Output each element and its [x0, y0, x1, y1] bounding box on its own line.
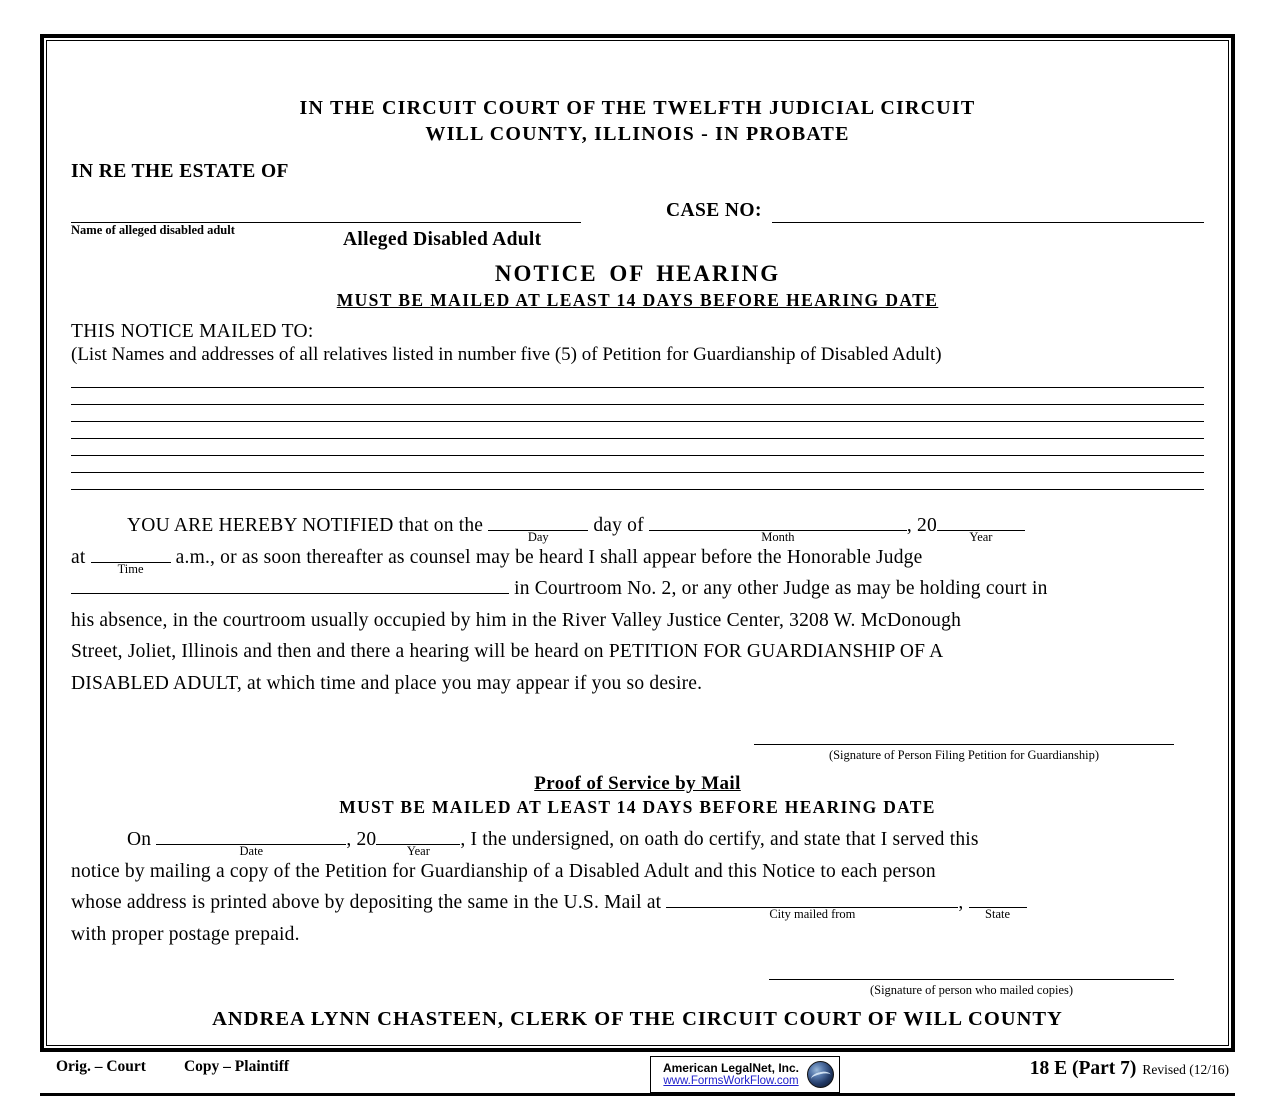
court-header-line2: WILL COUNTY, ILLINOIS - IN PROBATE — [425, 123, 850, 145]
notified-line-2 — [71, 542, 1204, 574]
form-revised-date: Revised (12/16) — [1142, 1062, 1229, 1077]
text-run: a.m., or as soon thereafter as counsel may be heard I shall appear before the Honorable Judge — [175, 546, 923, 568]
text-run: whose address is printed above by depositing the same in the U.S. Mail at — [71, 892, 662, 913]
address-line-4[interactable] — [71, 422, 1204, 439]
text-run: , 20 — [906, 515, 937, 536]
name-blank[interactable] — [71, 199, 581, 223]
city-mailed-from-label: City mailed from — [769, 907, 856, 921]
text-run: YOU ARE HEREBY NOTIFIED that on the — [127, 515, 484, 536]
text-run: On — [127, 829, 152, 850]
form-body — [46, 40, 1229, 1046]
state-blank[interactable] — [969, 889, 1027, 921]
petitioner-signature-blank[interactable] — [754, 725, 1174, 745]
mailer-signature-caption: (Signature of person who mailed copies) — [869, 983, 1074, 997]
court-header-line1: IN THE CIRCUIT COURT OF THE TWELFTH JUDICIAL CIRCUIT — [299, 97, 976, 119]
state-label: State — [985, 907, 1011, 921]
petitioner-signature-block — [754, 725, 1174, 763]
mailer-signature-block — [769, 960, 1174, 998]
petitioner-signature-caption: (Signature of Person Filing Petition for Guardianship) — [828, 748, 1100, 762]
year-label: Year — [969, 530, 993, 544]
month-label: Month — [761, 530, 795, 544]
distribution-note — [56, 1058, 327, 1076]
case-number-blank[interactable] — [772, 199, 1204, 223]
notified-paragraph — [71, 510, 1204, 699]
proof-line-3 — [71, 887, 1204, 919]
notice-title: NOTICE OF HEARING — [494, 261, 781, 286]
bottom-rule — [40, 1093, 1235, 1096]
copy-plaintiff-label: Copy – Plaintiff — [183, 1058, 290, 1075]
text-run: day of — [593, 515, 644, 536]
text-run: , 20 — [346, 829, 377, 850]
address-lines — [71, 371, 1204, 490]
notified-line-6: DISABLED ADULT, at which time and place you may appear if you so desire. — [71, 672, 703, 694]
address-line-6[interactable] — [71, 456, 1204, 473]
address-line-7[interactable] — [71, 473, 1204, 490]
hearing-time-blank[interactable] — [91, 544, 171, 576]
service-year-blank[interactable] — [376, 826, 460, 858]
orig-court-label: Orig. – Court — [56, 1058, 146, 1075]
time-label: Time — [117, 561, 144, 576]
proof-line-1 — [71, 824, 1204, 856]
judge-name-blank[interactable] — [71, 575, 509, 594]
address-line-5[interactable] — [71, 439, 1204, 456]
page-border — [40, 34, 1235, 1052]
hearing-year-blank[interactable] — [937, 512, 1025, 544]
case-number-group — [666, 199, 1204, 223]
hearing-day-blank[interactable] — [488, 512, 588, 544]
mailed-to-label: THIS NOTICE MAILED TO: — [71, 321, 314, 342]
address-line-3[interactable] — [71, 405, 1204, 422]
notified-line-4: his absence, in the courtroom usually occupied by him in the River Valley Justice Center, 3208 W. McDonough — [71, 609, 962, 631]
globe-icon — [807, 1061, 834, 1088]
mailed-to-instructions: (List Names and addresses of all relatives listed in number five (5) of Petition for Guardianship of Disabled Adult) — [71, 344, 942, 365]
american-legalnet-box — [650, 1056, 840, 1093]
case-no-label: CASE NO: — [666, 200, 762, 221]
text-run: , — [958, 892, 964, 913]
hearing-month-blank[interactable] — [649, 512, 907, 544]
text-run: in Courtroom No. 2, or any other Judge as may be holding court in — [514, 578, 1048, 599]
service-year-label: Year — [406, 844, 430, 858]
american-legalnet-text — [659, 1061, 803, 1088]
city-mailed-from-blank[interactable] — [666, 889, 958, 921]
clerk-name-line: ANDREA LYNN CHASTEEN, CLERK OF THE CIRCUIT COURT OF WILL COUNTY — [212, 1008, 1063, 1030]
proof-of-service-subheading: MUST BE MAILED AT LEAST 14 DAYS BEFORE HEARING DATE — [339, 797, 936, 817]
text-run: , I the undersigned, on oath do certify, and state that I served this — [460, 829, 979, 850]
text-run: at — [71, 546, 86, 568]
form-code: 18 E (Part 7) — [1029, 1058, 1137, 1079]
proof-of-service-heading: Proof of Service by Mail — [534, 773, 741, 794]
proof-line-4: with proper postage prepaid. — [71, 923, 300, 945]
day-label: Day — [527, 530, 549, 544]
alleged-disabled-adult-label: Alleged Disabled Adult — [343, 229, 542, 250]
notified-line-3 — [71, 573, 1204, 605]
address-line-1[interactable] — [71, 371, 1204, 388]
caption-row — [71, 199, 1204, 237]
mailer-signature-blank[interactable] — [769, 960, 1174, 980]
american-legalnet-name: American LegalNet, Inc. — [662, 1061, 800, 1075]
formsworkflow-link[interactable]: www.FormsWorkFlow.com — [663, 1075, 799, 1087]
address-line-2[interactable] — [71, 388, 1204, 405]
notice-subtitle: MUST BE MAILED AT LEAST 14 DAYS BEFORE HEARING DATE — [336, 290, 939, 310]
in-re-label: IN RE THE ESTATE OF — [71, 161, 289, 182]
notified-line-5: Street, Joliet, Illinois and then and there a hearing will be heard on PETITION FOR GUARDIANSHIP OF A — [71, 641, 944, 662]
form-identifier — [1030, 1058, 1229, 1080]
service-date-blank[interactable] — [156, 826, 346, 858]
notified-line-1 — [71, 510, 1204, 542]
name-field-group — [71, 199, 581, 237]
name-hint-label: Name of alleged disabled adult — [71, 223, 235, 237]
date-label: Date — [239, 844, 264, 858]
proof-paragraph — [71, 824, 1204, 950]
proof-line-2: notice by mailing a copy of the Petition for Guardianship of a Disabled Adult and this Notice to each person — [71, 860, 936, 882]
